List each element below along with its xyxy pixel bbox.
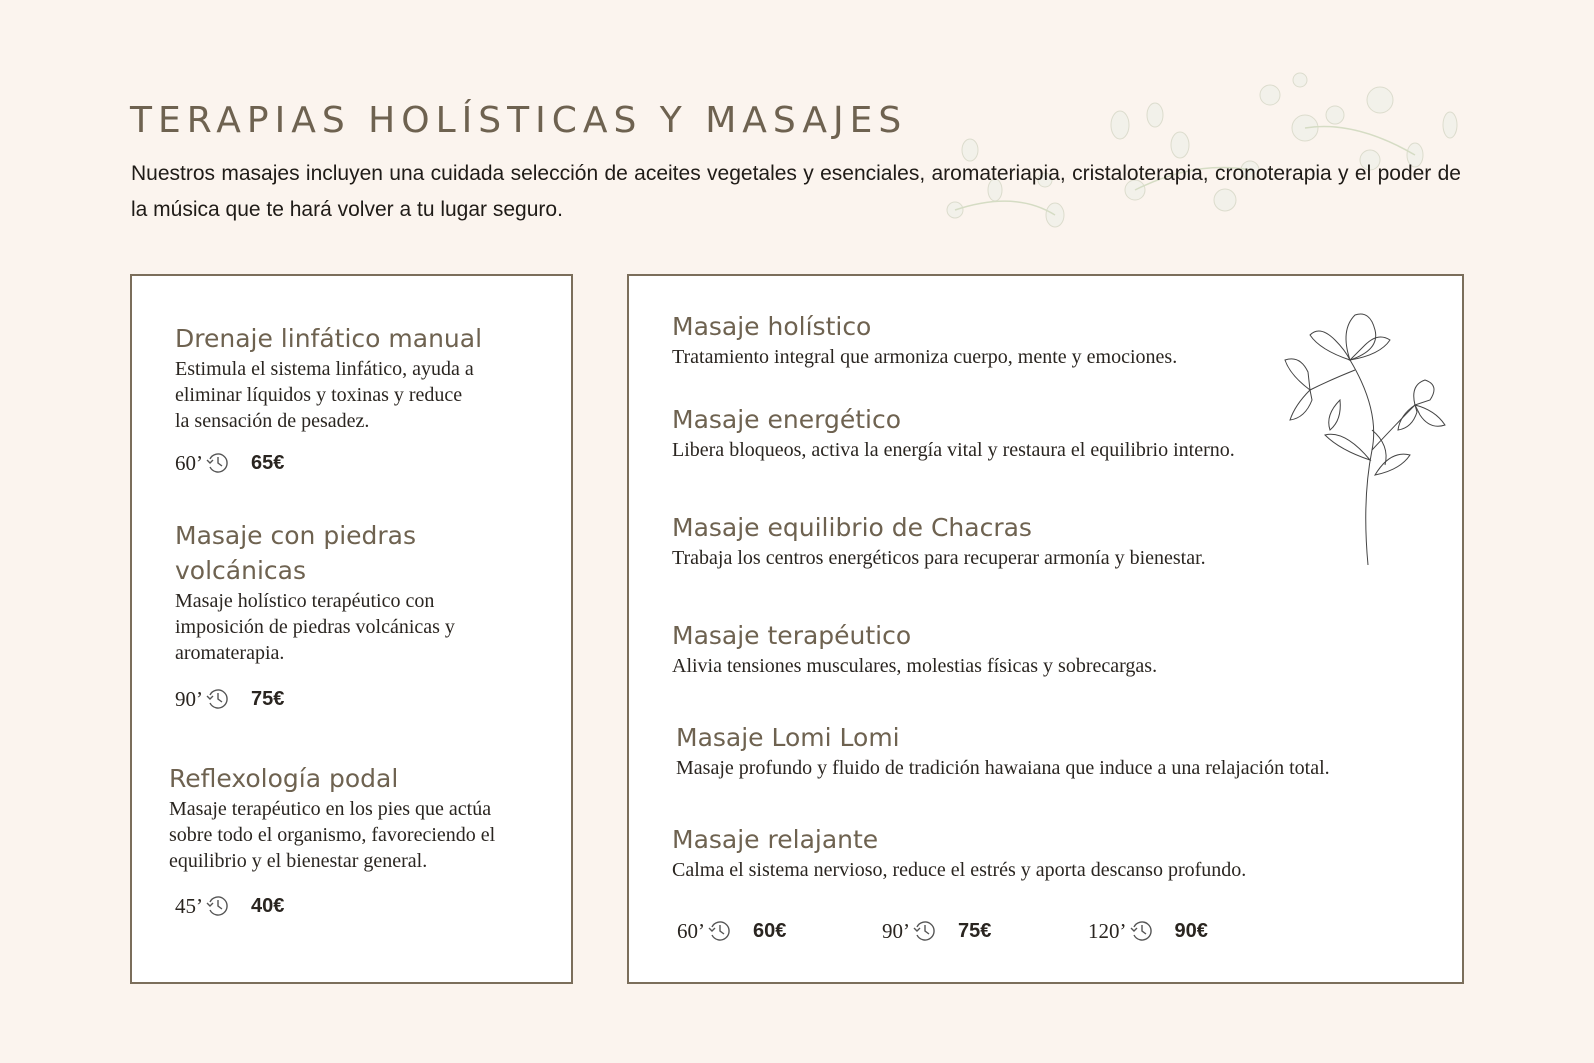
duration-label: 60’ [175,450,203,475]
price-row [175,686,284,712]
page-title: TERAPIAS HOLÍSTICAS Y MASAJES [130,100,908,141]
service-name: Masaje Lomi Lomi [676,723,900,752]
service-name: Masaje holístico [672,312,872,341]
service-desc-line: sobre todo el organismo, favoreciendo el [169,824,496,846]
price-row [175,893,284,919]
service-desc-line: imposición de piedras volcánicas y [175,616,455,638]
service-reflexologia-podal [169,761,559,874]
service-desc: Masaje profundo y fluido de tradición hawaiana que induce a una relajación total. [676,757,1330,779]
duration-label: 60’ [677,918,705,943]
service-desc: Alivia tensiones musculares, molestias físicas y sobrecargas. [672,655,1158,677]
service-desc-line: la sensación de pesadez. [175,410,370,432]
service-masaje-energetico [672,402,1312,463]
price-row [882,918,991,944]
service-name: Masaje energético [672,405,901,434]
price-label: 60€ [753,919,787,942]
service-masaje-terapeutico [672,618,1312,679]
clock-icon [707,918,733,944]
clock-icon [1129,918,1155,944]
service-desc: Calma el sistema nervioso, reduce el estrés y aporta descanso profundo. [672,859,1247,881]
service-desc-line: equilibrio y el bienestar general. [169,850,428,872]
service-desc-line: eliminar líquidos y toxinas y reduce [175,384,463,406]
clock-icon [205,893,231,919]
service-desc: Libera bloqueos, activa la energía vital y restaura el equilibrio interno. [672,439,1235,461]
service-desc-line: aromaterapia. [175,642,285,664]
price-row [677,918,786,944]
service-masaje-chacras [672,510,1312,571]
service-name: Masaje equilibrio de Chacras [672,513,1032,542]
price-label: 65€ [251,451,285,474]
duration-label: 45’ [175,893,203,918]
price-label: 75€ [958,919,992,942]
service-name: Reflexología podal [169,764,399,793]
service-masaje-holistico [672,309,1312,370]
duration-label: 90’ [175,686,203,711]
service-name-line: Masaje con piedras [175,521,417,550]
clock-icon [205,686,231,712]
service-name: Drenaje linfático manual [175,324,483,353]
price-label: 90€ [1174,919,1208,942]
intro-text: Nuestros masajes incluyen una cuidada selección de aceites vegetales y esenciales, aromateriapia, cristaloterapia, cronoterapia y el poder de la música que te hará volver a tu lugar seguro. [131,162,1461,221]
service-desc: Tratamiento integral que armoniza cuerpo, mente y emociones. [672,346,1178,368]
service-drenaje-linfatico [175,321,555,434]
duration-label: 90’ [882,918,910,943]
service-name: Masaje terapéutico [672,621,912,650]
service-desc-line: Estimula el sistema linfático, ayuda a [175,358,474,380]
service-name-line: volcánicas [175,556,306,585]
duration-label: 120’ [1088,918,1127,943]
service-desc-line: Masaje terapéutico en los pies que actúa [169,798,492,820]
price-label: 75€ [251,687,285,710]
service-masaje-relajante [672,822,1412,883]
service-piedras-volcanicas [175,518,555,666]
service-desc-line: Masaje holístico terapéutico con [175,590,435,612]
service-desc: Trabaja los centros energéticos para recuperar armonía y bienestar. [672,547,1206,569]
price-label: 40€ [251,894,285,917]
price-row [1088,918,1208,944]
service-name: Masaje relajante [672,825,879,854]
clock-icon [205,450,231,476]
clock-icon [912,918,938,944]
service-masaje-lomi-lomi [676,720,1436,781]
price-row [175,450,284,476]
